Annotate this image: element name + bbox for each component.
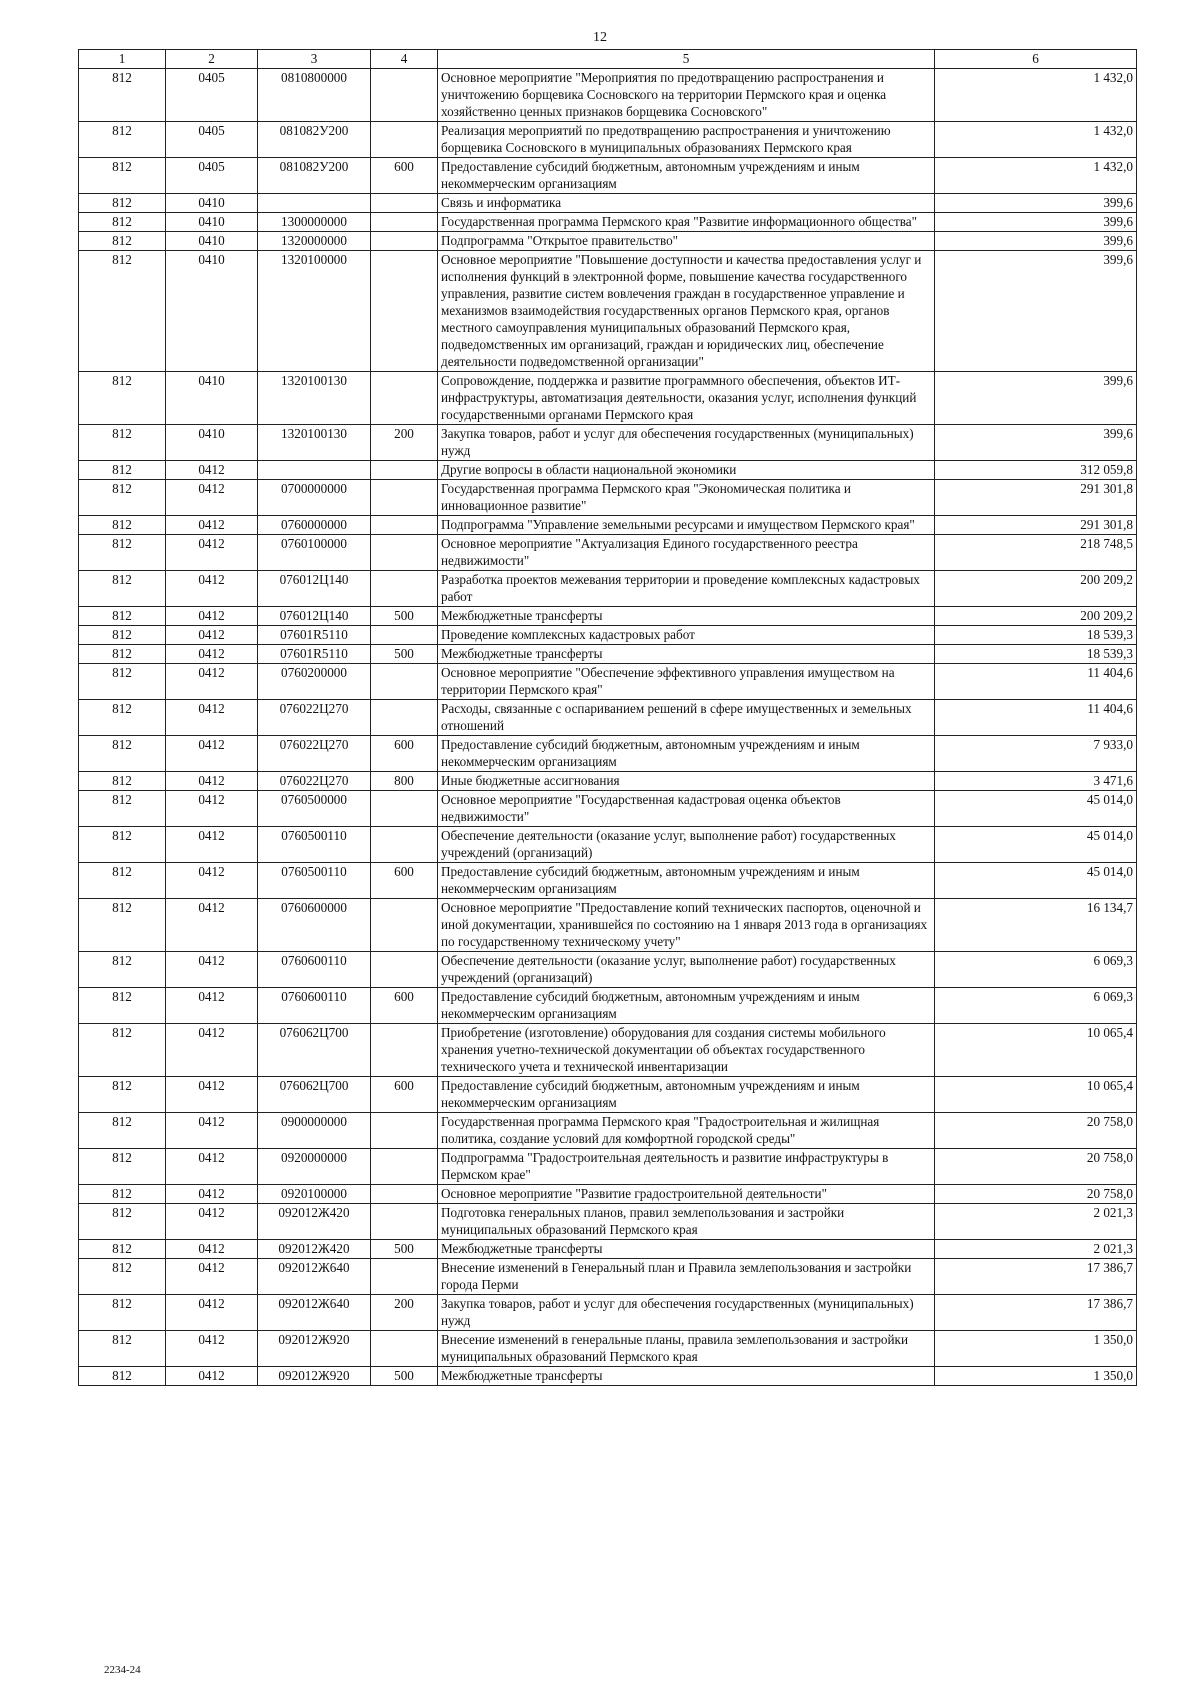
table-row — [79, 988, 1137, 1024]
cell-amount: 1 432,0 — [935, 69, 1137, 122]
cell-description: Основное мероприятие "Государственная кадастровая оценка объектов недвижимости" — [438, 791, 935, 827]
table-row — [79, 461, 1137, 480]
cell-section-code: 0412 — [166, 535, 258, 571]
table-row — [79, 1259, 1137, 1295]
cell-amount: 1 350,0 — [935, 1331, 1137, 1367]
cell-target-article: 076022Ц270 — [258, 736, 371, 772]
cell-expense-type — [371, 827, 438, 863]
cell-expense-type — [371, 232, 438, 251]
cell-expense-type: 600 — [371, 736, 438, 772]
cell-target-article: 092012Ж420 — [258, 1204, 371, 1240]
cell-amount: 45 014,0 — [935, 791, 1137, 827]
cell-expense-type — [371, 194, 438, 213]
cell-section-code: 0410 — [166, 425, 258, 461]
budget-table — [78, 49, 1137, 1386]
cell-admin-code: 812 — [79, 1240, 166, 1259]
cell-description: Сопровождение, поддержка и развитие программного обеспечения, объектов ИТ-инфраструктуры, автоматизация деятельности, оказания услуг, исполнения функций государственными органами Пермского края — [438, 372, 935, 425]
cell-amount: 17 386,7 — [935, 1295, 1137, 1331]
cell-admin-code: 812 — [79, 664, 166, 700]
cell-expense-type — [371, 664, 438, 700]
cell-target-article: 0760200000 — [258, 664, 371, 700]
cell-section-code: 0412 — [166, 1077, 258, 1113]
cell-description: Основное мероприятие "Обеспечение эффективного управления имуществом на территории Пермского края" — [438, 664, 935, 700]
cell-admin-code: 812 — [79, 535, 166, 571]
cell-description: Подпрограмма "Градостроительная деятельность и развитие инфраструктуры в Пермском крае" — [438, 1149, 935, 1185]
table-row — [79, 69, 1137, 122]
cell-expense-type — [371, 480, 438, 516]
cell-target-article: 092012Ж640 — [258, 1259, 371, 1295]
cell-admin-code: 812 — [79, 251, 166, 372]
cell-amount: 1 432,0 — [935, 122, 1137, 158]
cell-amount: 399,6 — [935, 232, 1137, 251]
cell-amount: 2 021,3 — [935, 1240, 1137, 1259]
cell-amount: 20 758,0 — [935, 1149, 1137, 1185]
table-row — [79, 772, 1137, 791]
cell-target-article: 081082У200 — [258, 158, 371, 194]
table-row — [79, 232, 1137, 251]
cell-expense-type — [371, 1024, 438, 1077]
cell-expense-type: 800 — [371, 772, 438, 791]
cell-description: Проведение комплексных кадастровых работ — [438, 626, 935, 645]
cell-section-code: 0410 — [166, 251, 258, 372]
column-header: 5 — [438, 50, 935, 69]
cell-expense-type: 500 — [371, 1240, 438, 1259]
cell-amount: 17 386,7 — [935, 1259, 1137, 1295]
table-row — [79, 736, 1137, 772]
cell-description: Обеспечение деятельности (оказание услуг, выполнение работ) государственных учреждений (организаций) — [438, 952, 935, 988]
table-row — [79, 1204, 1137, 1240]
cell-admin-code: 812 — [79, 1149, 166, 1185]
cell-expense-type — [371, 700, 438, 736]
cell-section-code: 0412 — [166, 736, 258, 772]
cell-admin-code: 812 — [79, 626, 166, 645]
cell-expense-type: 500 — [371, 1367, 438, 1386]
table-row — [79, 480, 1137, 516]
cell-description: Предоставление субсидий бюджетным, автономным учреждениям и иным некоммерческим организациям — [438, 863, 935, 899]
cell-expense-type — [371, 1185, 438, 1204]
table-row — [79, 1077, 1137, 1113]
cell-admin-code: 812 — [79, 158, 166, 194]
table-row — [79, 607, 1137, 626]
cell-target-article: 1320100130 — [258, 372, 371, 425]
cell-admin-code: 812 — [79, 1204, 166, 1240]
cell-expense-type — [371, 122, 438, 158]
cell-amount: 11 404,6 — [935, 664, 1137, 700]
cell-amount: 10 065,4 — [935, 1077, 1137, 1113]
cell-section-code: 0410 — [166, 372, 258, 425]
cell-admin-code: 812 — [79, 1113, 166, 1149]
cell-section-code: 0412 — [166, 664, 258, 700]
cell-admin-code: 812 — [79, 1077, 166, 1113]
cell-section-code: 0412 — [166, 700, 258, 736]
cell-amount: 291 301,8 — [935, 516, 1137, 535]
column-header: 4 — [371, 50, 438, 69]
cell-expense-type: 200 — [371, 425, 438, 461]
cell-description: Предоставление субсидий бюджетным, автономным учреждениям и иным некоммерческим организациям — [438, 988, 935, 1024]
cell-section-code: 0412 — [166, 1149, 258, 1185]
cell-admin-code: 812 — [79, 480, 166, 516]
cell-admin-code: 812 — [79, 772, 166, 791]
cell-description: Предоставление субсидий бюджетным, автономным учреждениям и иным некоммерческим организациям — [438, 158, 935, 194]
cell-amount: 399,6 — [935, 251, 1137, 372]
cell-admin-code: 812 — [79, 700, 166, 736]
cell-expense-type — [371, 952, 438, 988]
cell-amount: 20 758,0 — [935, 1185, 1137, 1204]
cell-amount: 10 065,4 — [935, 1024, 1137, 1077]
cell-description: Внесение изменений в Генеральный план и Правила землепользования и застройки города Перми — [438, 1259, 935, 1295]
cell-section-code: 0412 — [166, 863, 258, 899]
cell-amount: 1 432,0 — [935, 158, 1137, 194]
cell-admin-code: 812 — [79, 461, 166, 480]
cell-expense-type — [371, 372, 438, 425]
column-header: 1 — [79, 50, 166, 69]
cell-expense-type — [371, 535, 438, 571]
table-row — [79, 700, 1137, 736]
cell-description: Связь и информатика — [438, 194, 935, 213]
cell-target-article: 1320100130 — [258, 425, 371, 461]
cell-section-code: 0412 — [166, 1113, 258, 1149]
cell-admin-code: 812 — [79, 1367, 166, 1386]
cell-admin-code: 812 — [79, 899, 166, 952]
table-row — [79, 1240, 1137, 1259]
cell-section-code: 0412 — [166, 480, 258, 516]
cell-target-article: 0760000000 — [258, 516, 371, 535]
cell-amount: 399,6 — [935, 194, 1137, 213]
cell-target-article: 0700000000 — [258, 480, 371, 516]
cell-expense-type — [371, 1204, 438, 1240]
table-row — [79, 194, 1137, 213]
cell-target-article: 0760500110 — [258, 827, 371, 863]
cell-target-article: 076062Ц700 — [258, 1024, 371, 1077]
cell-description: Основное мероприятие "Предоставление копий технических паспортов, оценочной и иной документации, хранившейся по состоянию на 1 января 2013 года в организациях по государственному техническому учету" — [438, 899, 935, 952]
cell-target-article — [258, 461, 371, 480]
cell-target-article: 1300000000 — [258, 213, 371, 232]
cell-amount: 6 069,3 — [935, 952, 1137, 988]
table-row — [79, 213, 1137, 232]
cell-section-code: 0405 — [166, 158, 258, 194]
table-row — [79, 645, 1137, 664]
cell-admin-code: 812 — [79, 232, 166, 251]
cell-admin-code: 812 — [79, 1295, 166, 1331]
cell-amount: 20 758,0 — [935, 1113, 1137, 1149]
cell-admin-code: 812 — [79, 1331, 166, 1367]
cell-description: Закупка товаров, работ и услуг для обеспечения государственных (муниципальных) нужд — [438, 1295, 935, 1331]
cell-section-code: 0412 — [166, 899, 258, 952]
cell-description: Подпрограмма "Открытое правительство" — [438, 232, 935, 251]
cell-target-article: 0760600110 — [258, 952, 371, 988]
cell-description: Межбюджетные трансферты — [438, 1240, 935, 1259]
cell-description: Закупка товаров, работ и услуг для обеспечения государственных (муниципальных) нужд — [438, 425, 935, 461]
footer-code: 2234-24 — [104, 1664, 141, 1676]
cell-expense-type: 600 — [371, 158, 438, 194]
table-row — [79, 251, 1137, 372]
cell-target-article: 0920000000 — [258, 1149, 371, 1185]
cell-admin-code: 812 — [79, 69, 166, 122]
cell-admin-code: 812 — [79, 952, 166, 988]
cell-target-article: 1320100000 — [258, 251, 371, 372]
table-row — [79, 122, 1137, 158]
cell-target-article: 0760600110 — [258, 988, 371, 1024]
cell-amount: 3 471,6 — [935, 772, 1137, 791]
cell-admin-code: 812 — [79, 571, 166, 607]
cell-expense-type — [371, 626, 438, 645]
table-row — [79, 827, 1137, 863]
cell-description: Иные бюджетные ассигнования — [438, 772, 935, 791]
cell-admin-code: 812 — [79, 988, 166, 1024]
table-row — [79, 1024, 1137, 1077]
cell-amount: 45 014,0 — [935, 863, 1137, 899]
cell-target-article: 07601R5110 — [258, 626, 371, 645]
cell-section-code: 0410 — [166, 232, 258, 251]
cell-admin-code: 812 — [79, 1185, 166, 1204]
cell-description: Внесение изменений в генеральные планы, правила землепользования и застройки муниципальных образований Пермского края — [438, 1331, 935, 1367]
cell-target-article: 092012Ж420 — [258, 1240, 371, 1259]
cell-description: Подпрограмма "Управление земельными ресурсами и имуществом Пермского края" — [438, 516, 935, 535]
cell-description: Предоставление субсидий бюджетным, автономным учреждениям и иным некоммерческим организациям — [438, 736, 935, 772]
cell-description: Подготовка генеральных планов, правил землепользования и застройки муниципальных образований Пермского края — [438, 1204, 935, 1240]
cell-target-article: 092012Ж920 — [258, 1331, 371, 1367]
cell-section-code: 0412 — [166, 952, 258, 988]
cell-admin-code: 812 — [79, 1024, 166, 1077]
cell-description: Основное мероприятие "Развитие градостроительной деятельности" — [438, 1185, 935, 1204]
cell-section-code: 0405 — [166, 122, 258, 158]
table-row — [79, 1185, 1137, 1204]
cell-section-code: 0412 — [166, 645, 258, 664]
cell-expense-type — [371, 69, 438, 122]
cell-amount: 399,6 — [935, 213, 1137, 232]
cell-amount: 11 404,6 — [935, 700, 1137, 736]
cell-target-article: 0760500110 — [258, 863, 371, 899]
cell-target-article: 076022Ц270 — [258, 772, 371, 791]
cell-section-code: 0412 — [166, 571, 258, 607]
cell-amount: 399,6 — [935, 425, 1137, 461]
cell-admin-code: 812 — [79, 607, 166, 626]
cell-expense-type — [371, 461, 438, 480]
cell-section-code: 0410 — [166, 194, 258, 213]
cell-section-code: 0412 — [166, 1204, 258, 1240]
cell-section-code: 0412 — [166, 516, 258, 535]
cell-section-code: 0412 — [166, 791, 258, 827]
cell-admin-code: 812 — [79, 425, 166, 461]
table-row — [79, 899, 1137, 952]
cell-target-article: 092012Ж640 — [258, 1295, 371, 1331]
table-row — [79, 158, 1137, 194]
cell-target-article: 0900000000 — [258, 1113, 371, 1149]
cell-target-article: 0760600000 — [258, 899, 371, 952]
cell-amount: 18 539,3 — [935, 626, 1137, 645]
cell-expense-type — [371, 899, 438, 952]
cell-admin-code: 812 — [79, 122, 166, 158]
cell-admin-code: 812 — [79, 372, 166, 425]
cell-amount: 291 301,8 — [935, 480, 1137, 516]
cell-description: Приобретение (изготовление) оборудования для создания системы мобильного хранения учетно-технической документации об объектах государственного технического учета и технической инвентаризации — [438, 1024, 935, 1077]
table-header — [79, 50, 1137, 69]
cell-section-code: 0412 — [166, 461, 258, 480]
cell-expense-type — [371, 516, 438, 535]
cell-target-article — [258, 194, 371, 213]
cell-target-article: 0760500000 — [258, 791, 371, 827]
cell-amount: 2 021,3 — [935, 1204, 1137, 1240]
cell-description: Межбюджетные трансферты — [438, 1367, 935, 1386]
cell-expense-type: 600 — [371, 863, 438, 899]
table-row — [79, 571, 1137, 607]
cell-description: Другие вопросы в области национальной экономики — [438, 461, 935, 480]
cell-admin-code: 812 — [79, 827, 166, 863]
cell-amount: 18 539,3 — [935, 645, 1137, 664]
table-row — [79, 1367, 1137, 1386]
cell-section-code: 0412 — [166, 1240, 258, 1259]
cell-expense-type: 600 — [371, 1077, 438, 1113]
cell-section-code: 0412 — [166, 827, 258, 863]
table-row — [79, 863, 1137, 899]
cell-section-code: 0412 — [166, 1331, 258, 1367]
cell-section-code: 0412 — [166, 626, 258, 645]
cell-admin-code: 812 — [79, 194, 166, 213]
cell-expense-type — [371, 1331, 438, 1367]
cell-description: Основное мероприятие "Актуализация Единого государственного реестра недвижимости" — [438, 535, 935, 571]
table-row — [79, 791, 1137, 827]
cell-expense-type: 500 — [371, 607, 438, 626]
cell-target-article: 07601R5110 — [258, 645, 371, 664]
cell-target-article: 1320000000 — [258, 232, 371, 251]
cell-section-code: 0405 — [166, 69, 258, 122]
cell-expense-type — [371, 1149, 438, 1185]
cell-expense-type — [371, 571, 438, 607]
cell-description: Государственная программа Пермского края "Развитие информационного общества" — [438, 213, 935, 232]
cell-admin-code: 812 — [79, 863, 166, 899]
cell-admin-code: 812 — [79, 736, 166, 772]
column-header: 3 — [258, 50, 371, 69]
cell-amount: 312 059,8 — [935, 461, 1137, 480]
cell-section-code: 0412 — [166, 607, 258, 626]
cell-description: Обеспечение деятельности (оказание услуг, выполнение работ) государственных учреждений (организаций) — [438, 827, 935, 863]
cell-amount: 7 933,0 — [935, 736, 1137, 772]
cell-amount: 200 209,2 — [935, 607, 1137, 626]
cell-target-article: 076012Ц140 — [258, 607, 371, 626]
cell-target-article: 0810800000 — [258, 69, 371, 122]
cell-target-article: 076022Ц270 — [258, 700, 371, 736]
cell-expense-type — [371, 1259, 438, 1295]
cell-amount: 218 748,5 — [935, 535, 1137, 571]
table-row — [79, 626, 1137, 645]
cell-expense-type: 200 — [371, 1295, 438, 1331]
cell-description: Предоставление субсидий бюджетным, автономным учреждениям и иным некоммерческим организациям — [438, 1077, 935, 1113]
table-row — [79, 1331, 1137, 1367]
cell-expense-type: 600 — [371, 988, 438, 1024]
header-row — [79, 50, 1137, 69]
column-header: 6 — [935, 50, 1137, 69]
cell-section-code: 0412 — [166, 772, 258, 791]
cell-description: Основное мероприятие "Повышение доступности и качества предоставления услуг и исполнения функций в электронной форме, повышение качества государственного управления, развитие систем вовлечения граждан в государственное управление и механизмов взаимодействия государственных органов Пермского края, органов местного самоуправления муниципальных образований Пермского края, подведомственных им организаций, граждан и юридических лиц, обеспечение деятельности подведомственной организации" — [438, 251, 935, 372]
cell-description: Государственная программа Пермского края "Экономическая политика и инновационное развитие" — [438, 480, 935, 516]
table-row — [79, 1295, 1137, 1331]
cell-section-code: 0412 — [166, 1024, 258, 1077]
cell-description: Реализация мероприятий по предотвращению распространения и уничтожению борщевика Сосновского в муниципальных образованиях Пермского края — [438, 122, 935, 158]
cell-admin-code: 812 — [79, 516, 166, 535]
cell-expense-type — [371, 791, 438, 827]
cell-expense-type: 500 — [371, 645, 438, 664]
cell-admin-code: 812 — [79, 645, 166, 664]
table-row — [79, 664, 1137, 700]
cell-section-code: 0412 — [166, 1295, 258, 1331]
cell-description: Расходы, связанные с оспариванием решений в сфере имущественных и земельных отношений — [438, 700, 935, 736]
cell-section-code: 0412 — [166, 1185, 258, 1204]
cell-admin-code: 812 — [79, 1259, 166, 1295]
cell-target-article: 0760100000 — [258, 535, 371, 571]
cell-description: Основное мероприятие "Мероприятия по предотвращению распространения и уничтожению борщевика Сосновского на территории Пермского края и оценка хозяйственно ценных признаков борщевика Сосновского" — [438, 69, 935, 122]
cell-expense-type — [371, 213, 438, 232]
cell-target-article: 081082У200 — [258, 122, 371, 158]
cell-expense-type — [371, 1113, 438, 1149]
cell-description: Разработка проектов межевания территории и проведение комплексных кадастровых работ — [438, 571, 935, 607]
cell-description: Межбюджетные трансферты — [438, 645, 935, 664]
cell-section-code: 0412 — [166, 1259, 258, 1295]
cell-amount: 1 350,0 — [935, 1367, 1137, 1386]
cell-target-article: 0920100000 — [258, 1185, 371, 1204]
cell-amount: 6 069,3 — [935, 988, 1137, 1024]
table-row — [79, 1149, 1137, 1185]
cell-amount: 16 134,7 — [935, 899, 1137, 952]
cell-target-article: 092012Ж920 — [258, 1367, 371, 1386]
cell-target-article: 076062Ц700 — [258, 1077, 371, 1113]
table-row — [79, 516, 1137, 535]
cell-target-article: 076012Ц140 — [258, 571, 371, 607]
cell-section-code: 0410 — [166, 213, 258, 232]
table-body — [79, 69, 1137, 1386]
cell-expense-type — [371, 251, 438, 372]
table-row — [79, 1113, 1137, 1149]
cell-description: Межбюджетные трансферты — [438, 607, 935, 626]
table-row — [79, 372, 1137, 425]
cell-admin-code: 812 — [79, 213, 166, 232]
page-number: 12 — [593, 30, 607, 45]
cell-amount: 45 014,0 — [935, 827, 1137, 863]
table-row — [79, 952, 1137, 988]
table-row — [79, 425, 1137, 461]
cell-admin-code: 812 — [79, 791, 166, 827]
cell-amount: 200 209,2 — [935, 571, 1137, 607]
column-header: 2 — [166, 50, 258, 69]
table-row — [79, 535, 1137, 571]
cell-description: Государственная программа Пермского края "Градостроительная и жилищная политика, создание условий для комфортной городской среды" — [438, 1113, 935, 1149]
cell-section-code: 0412 — [166, 988, 258, 1024]
cell-section-code: 0412 — [166, 1367, 258, 1386]
cell-amount: 399,6 — [935, 372, 1137, 425]
